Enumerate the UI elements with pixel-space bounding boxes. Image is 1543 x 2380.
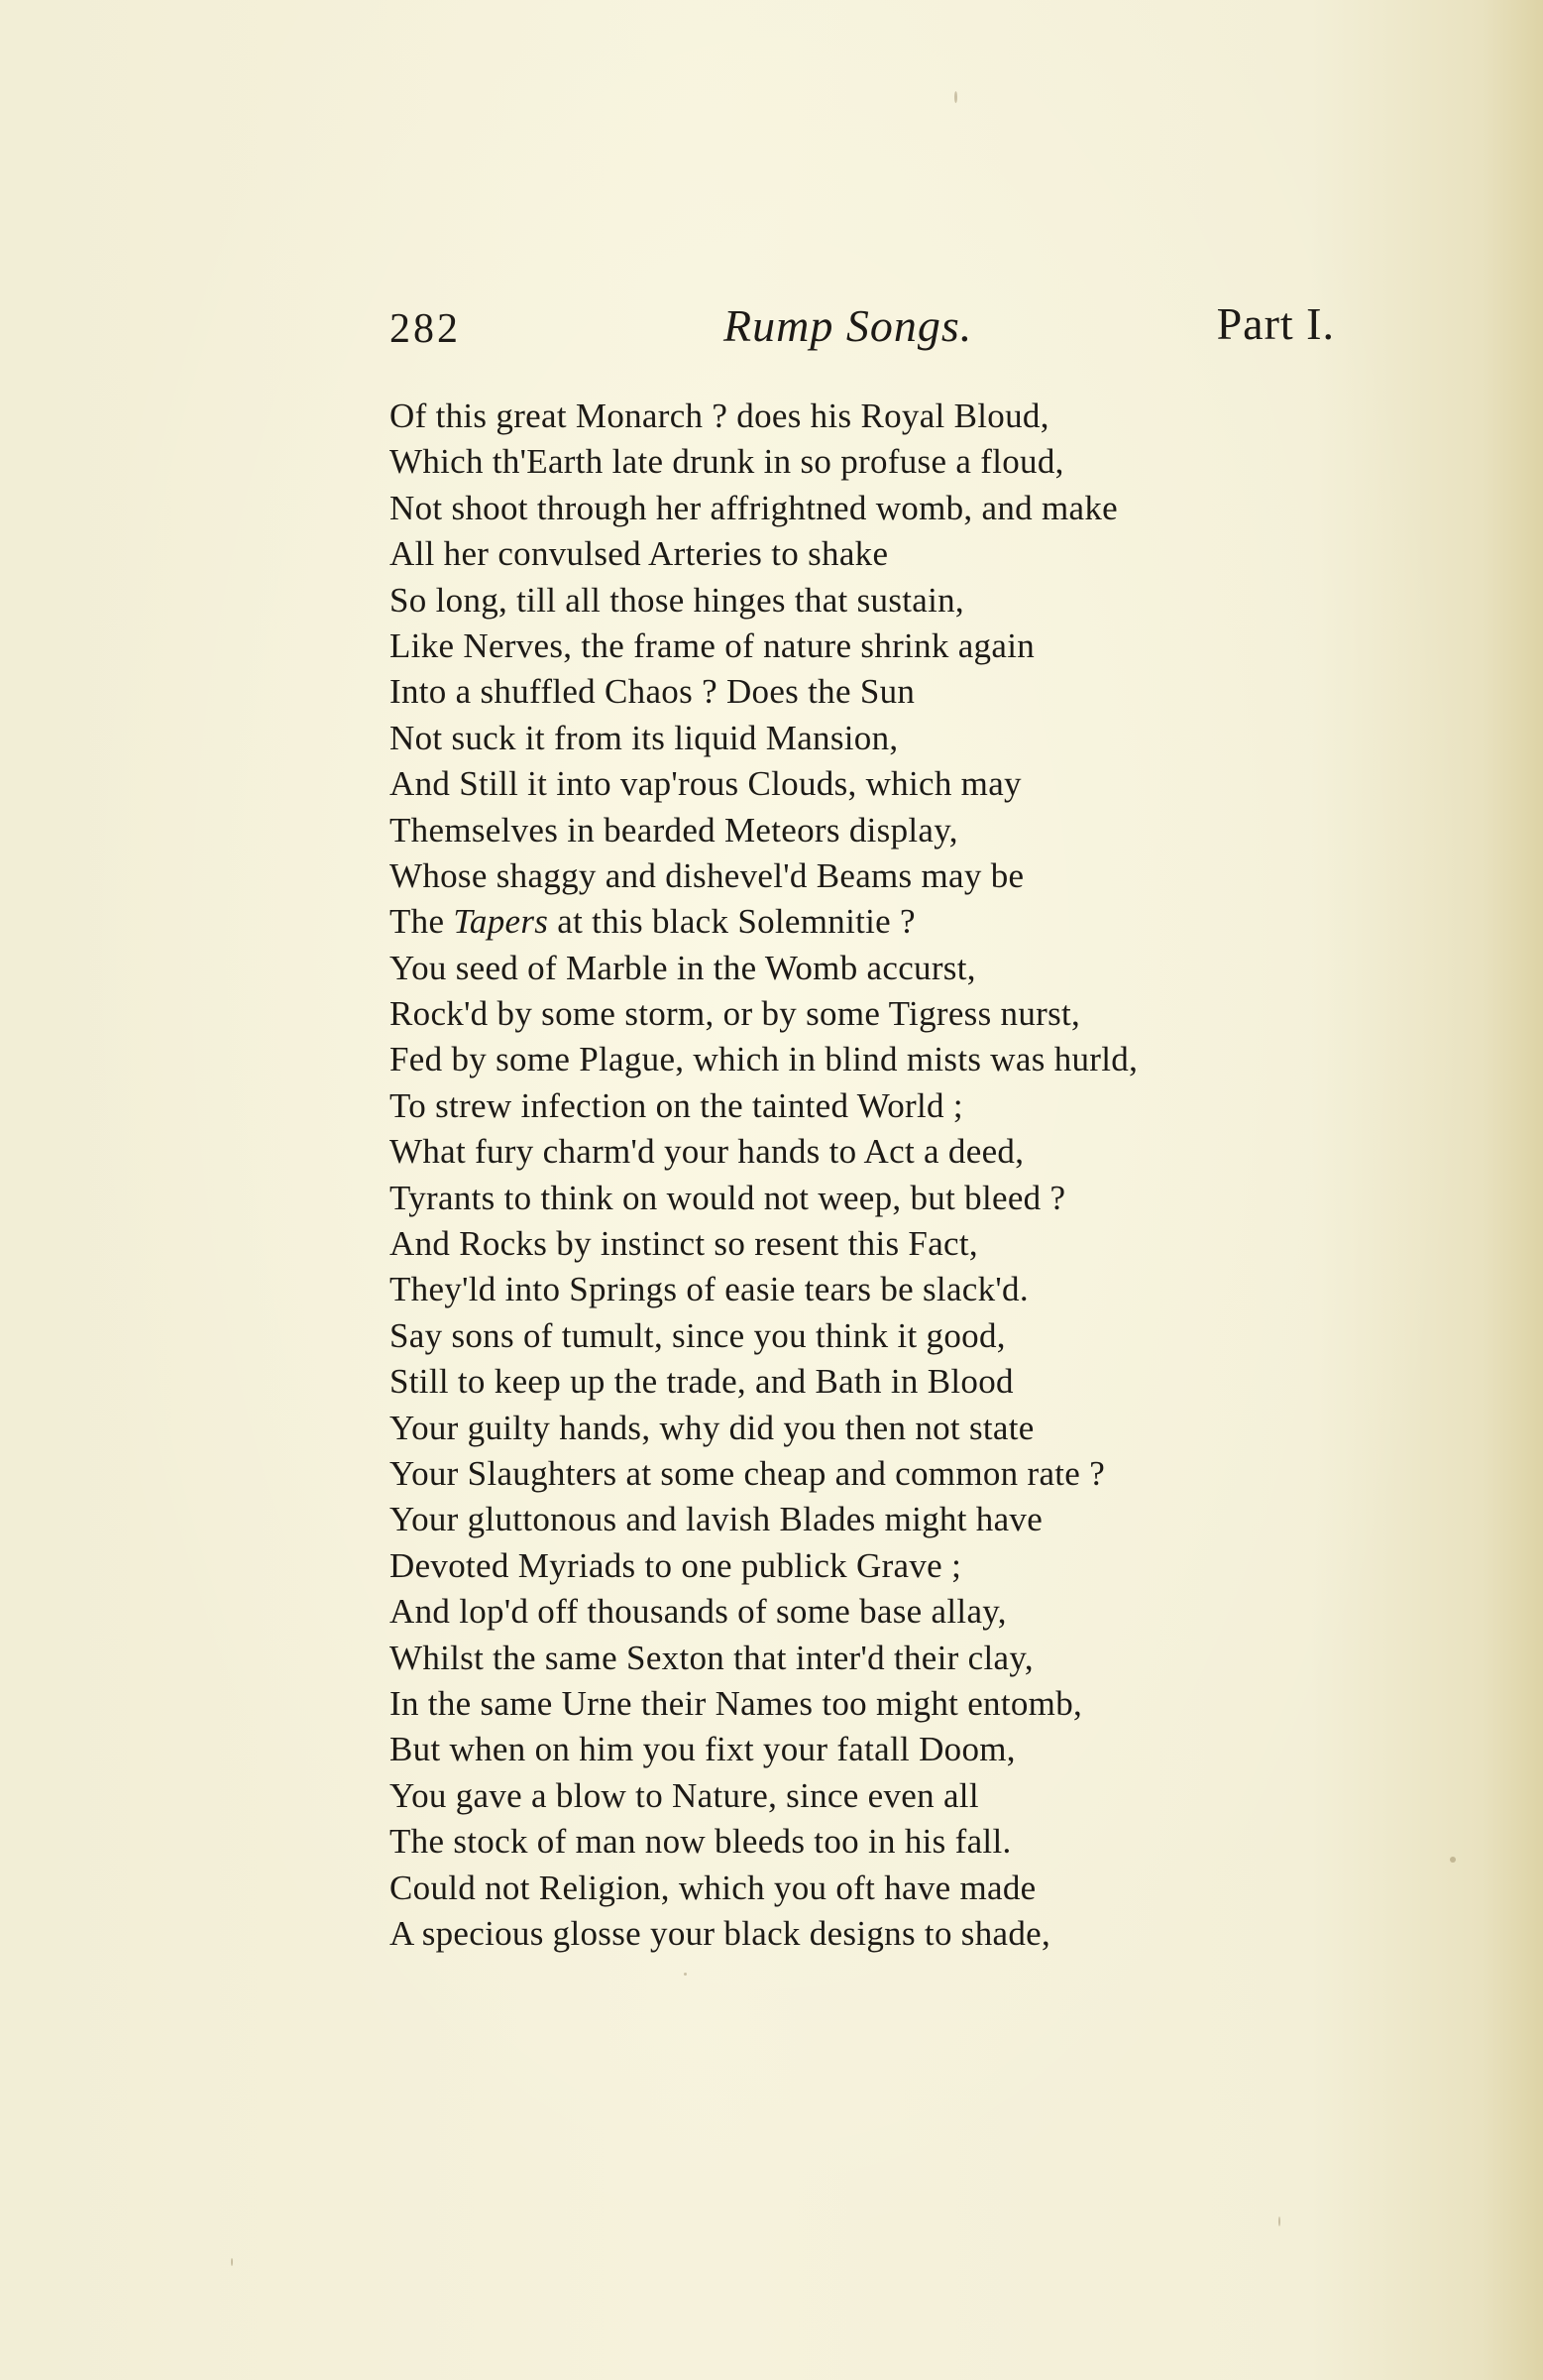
- poem-line: Fed by some Plague, which in blind mists was hurld,: [389, 1040, 1139, 1079]
- poem-line: A specious glosse your black designs to shade,: [389, 1913, 1051, 1953]
- poem-line: You seed of Marble in the Womb accurst,: [389, 948, 976, 987]
- poem-line: Themselves in bearded Meteors display,: [389, 810, 958, 850]
- poem-line: In the same Urne their Names too might entomb,: [389, 1683, 1083, 1723]
- paper-speck: [954, 91, 957, 103]
- running-title: Rump Songs.: [723, 300, 973, 351]
- poem-line: Could not Religion, which you oft have made: [389, 1868, 1037, 1907]
- poem-line: Of this great Monarch ? does his Royal Bloud,: [389, 397, 1049, 435]
- poem-line: Not suck it from its liquid Mansion,: [389, 718, 899, 757]
- italic-word-tapers: Tapers: [453, 902, 549, 942]
- poem-line: Which th'Earth late drunk in so profuse a floud,: [389, 442, 1064, 482]
- poem-line: All her convulsed Arteries to shake: [389, 534, 889, 574]
- poem-line: Rock'd by some storm, or by some Tigress nurst,: [389, 994, 1081, 1034]
- poem-line: Your Slaughters at some cheap and common rate ?: [389, 1453, 1106, 1493]
- poem-line: But when on him you fixt your fatall Doom,: [389, 1730, 1016, 1769]
- poem-line: Like Nerves, the frame of nature shrink again: [389, 625, 1036, 665]
- poem-text: [389, 394, 1281, 1957]
- line-prefix: The: [389, 902, 454, 942]
- poem-line-with-italic: [389, 899, 1281, 945]
- page-number: 282: [389, 306, 461, 352]
- poem-line: What fury charm'd your hands to Act a deed,: [389, 1132, 1025, 1172]
- poem-line: So long, till all those hinges that sustain,: [389, 580, 964, 620]
- poem-line: The stock of man now bleeds too in his fall.: [389, 1822, 1012, 1862]
- poem-line: Your guilty hands, why did you then not state: [389, 1408, 1035, 1447]
- poem-line: And Rocks by instinct so resent this Fact,: [389, 1224, 978, 1264]
- poem-line: Still to keep up the trade, and Bath in Blood: [389, 1362, 1014, 1402]
- poem-line: Into a shuffled Chaos ? Does the Sun: [389, 672, 916, 712]
- poem-line: Say sons of tumult, since you think it good,: [389, 1315, 1006, 1355]
- paper-speck: [1278, 2216, 1280, 2226]
- page-header: [389, 297, 1335, 361]
- poem-line: And lop'd off thousands of some base allay,: [389, 1592, 1007, 1632]
- poem-line: Whilst the same Sexton that inter'd their clay,: [389, 1638, 1034, 1677]
- poem-line: Not shoot through her affrightned womb, and make: [389, 488, 1118, 527]
- poem-line: They'ld into Springs of easie tears be slack'd.: [389, 1270, 1029, 1309]
- part-label: Part I.: [1216, 298, 1335, 349]
- line-suffix: at this black Solemnitie ?: [548, 902, 916, 942]
- paper-speck: [684, 1973, 687, 1976]
- poem-line: Devoted Myriads to one publick Grave ;: [389, 1545, 962, 1585]
- paper-speck: [1450, 1857, 1456, 1863]
- poem-line: And Still it into vap'rous Clouds, which may: [389, 764, 1022, 804]
- poem-line: To strew infection on the tainted World ;: [389, 1085, 963, 1125]
- paper-speck: [231, 2258, 233, 2266]
- poem-line: You gave a blow to Nature, since even all: [389, 1775, 979, 1815]
- poem-line: Tyrants to think on would not weep, but bleed ?: [389, 1178, 1066, 1217]
- poem-line: Whose shaggy and dishevel'd Beams may be: [389, 855, 1025, 895]
- poem-line: Your gluttonous and lavish Blades might have: [389, 1500, 1044, 1539]
